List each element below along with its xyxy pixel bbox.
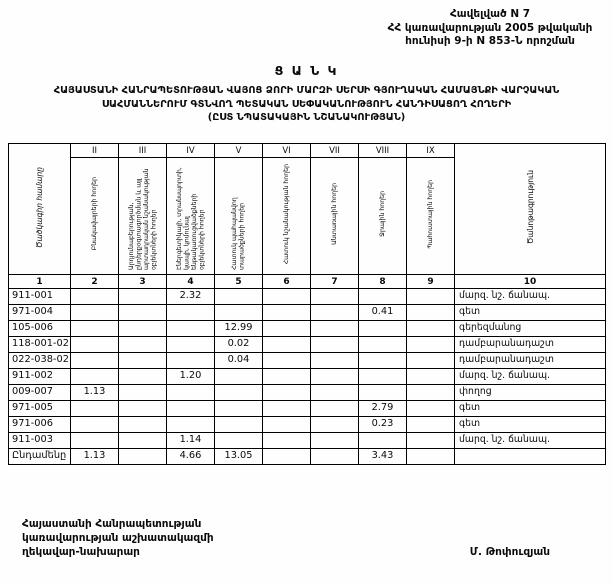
signatory-line-2: կառավարության աշխատակազմի [22, 532, 214, 545]
cell-value [119, 449, 167, 465]
cell-value [119, 305, 167, 321]
cell-value [407, 305, 455, 321]
cell-value [311, 433, 359, 449]
cell-note: դամբարանադաշտ [455, 353, 606, 369]
column-number: 7 [311, 275, 359, 289]
cell-value [71, 321, 119, 337]
cell-note [455, 449, 606, 465]
column-number: 9 [407, 275, 455, 289]
appendix-line-2: ՀՀ կառավարության 2005 թվականի [387, 21, 593, 34]
cell-value [263, 369, 311, 385]
cell-value [71, 417, 119, 433]
cell-value [407, 401, 455, 417]
cell-value [407, 433, 455, 449]
cell-value [167, 305, 215, 321]
roman-numeral-row [9, 144, 606, 158]
table-row [9, 385, 606, 401]
cell-value: 2.79 [359, 401, 407, 417]
cell-value [215, 401, 263, 417]
table-row [9, 417, 606, 433]
cell-value [215, 369, 263, 385]
subtitle-line-1: ՀԱՅԱՍՏԱՆԻ ՀԱՆՐԱՊԵՏՈՒԹՅԱՆ ՎԱՅՈՑ ՁՈՐԻ ՄԱՐԶԻ ՍԵՐՍԻ ԳՅՈՒՂԱԿԱՆ ՀԱՄԱՅՆՔԻ ՎԱՐՉԱԿԱՆ [53, 84, 560, 96]
cell-code: 911-003 [9, 433, 71, 449]
cell-value [71, 305, 119, 321]
cell-value [407, 369, 455, 385]
cell-value [71, 337, 119, 353]
column-header-notes: Ծանոթագրություն [525, 169, 535, 245]
header-cell-notes [455, 144, 606, 275]
cell-value: 12.99 [215, 321, 263, 337]
cell-value [215, 385, 263, 401]
cell-value [263, 385, 311, 401]
column-number: 10 [455, 275, 606, 289]
cell-note: փողոց [455, 385, 606, 401]
table-row [9, 369, 606, 385]
cell-value [119, 321, 167, 337]
cell-value [119, 433, 167, 449]
cell-value: 13.05 [215, 449, 263, 465]
table-body [9, 289, 606, 465]
cell-value [119, 385, 167, 401]
cell-value [359, 433, 407, 449]
column-number: 3 [119, 275, 167, 289]
cell-value [167, 385, 215, 401]
cell-value: 0.02 [215, 337, 263, 353]
header-cell [359, 158, 407, 275]
cell-value [119, 401, 167, 417]
cell-value [119, 417, 167, 433]
cell-note: գետ [455, 417, 606, 433]
appendix-line-3: հունիսի 9-ի N 853-Ն որոշման [405, 35, 575, 48]
cell-value [311, 353, 359, 369]
cell-code: 911-001 [9, 289, 71, 305]
column-header-industrial: Արդյունաբերության, ընդերքօգտագործման և այլ արտադրական նշանակության օբյեկտների հողեր [127, 168, 157, 271]
cell-value: 1.20 [167, 369, 215, 385]
cell-value [407, 385, 455, 401]
column-number: 4 [167, 275, 215, 289]
cell-value [407, 289, 455, 305]
cell-value: 2.32 [167, 289, 215, 305]
document-subtitle [8, 84, 605, 125]
cell-value [263, 433, 311, 449]
column-number: 8 [359, 275, 407, 289]
cell-value [71, 353, 119, 369]
cell-value [215, 289, 263, 305]
document-page [8, 0, 605, 560]
cell-value [359, 353, 407, 369]
column-header-residential: Բնակավայրերի հողեր [90, 177, 98, 251]
cell-note: գերեզմանոց [455, 321, 606, 337]
cell-value [311, 385, 359, 401]
cell-value [71, 433, 119, 449]
signatory-title [22, 517, 214, 560]
cell-value [263, 305, 311, 321]
land-parcels-table [8, 143, 606, 465]
cell-value [407, 449, 455, 465]
column-number: 2 [71, 275, 119, 289]
cell-value [215, 305, 263, 321]
subtitle-line-2: ՍԱՀՄԱՆՆԵՐՈՒՄ ԳՏՆՎՈՂ ՊԵՏԱԿԱՆ ՍԵՓԱԿԱՆՈՒԹՅՈՒՆ ՀԱՆԴԻՍԱՑՈՂ ՀՈՂԵՐԻ [101, 98, 512, 110]
cell-value [167, 337, 215, 353]
roman-numeral: III [119, 144, 167, 158]
column-number-row [9, 275, 606, 289]
cell-value [407, 417, 455, 433]
cell-value: 4.66 [167, 449, 215, 465]
cell-value: 3.43 [359, 449, 407, 465]
header-cell [119, 158, 167, 275]
signatory-line-3: ղեկավար-նախարար [22, 546, 140, 559]
cell-value [167, 417, 215, 433]
table-row [9, 433, 606, 449]
table-row [9, 353, 606, 369]
cell-code: Ընդամենը [9, 449, 71, 465]
cell-value [311, 305, 359, 321]
roman-numeral: VI [263, 144, 311, 158]
column-header-water: Ջրային հողեր [378, 191, 386, 237]
cell-value [359, 289, 407, 305]
cell-note: գետ [455, 401, 606, 417]
cell-value [407, 321, 455, 337]
roman-numeral: IX [407, 144, 455, 158]
cell-value [311, 449, 359, 465]
cell-value [263, 449, 311, 465]
header-cell [215, 158, 263, 275]
signatory-line-1: Հայաստանի Հանրապետության [22, 518, 202, 531]
cell-value [71, 401, 119, 417]
cell-value: 0.23 [359, 417, 407, 433]
cell-value [311, 417, 359, 433]
roman-numeral: V [215, 144, 263, 158]
cell-value [311, 337, 359, 353]
column-header-special-purpose: Հատուկ նշանակության հողեր [282, 163, 290, 265]
page-title: Ց Ա Ն Կ [274, 62, 339, 78]
cell-value [263, 337, 311, 353]
cell-note: դամբարանադաշտ [455, 337, 606, 353]
roman-numeral: II [71, 144, 119, 158]
table-row [9, 305, 606, 321]
cell-value [359, 385, 407, 401]
cell-value [407, 353, 455, 369]
header-cell [167, 158, 215, 275]
cell-note: մարզ. նշ. ճանապ. [455, 289, 606, 305]
cell-value [119, 353, 167, 369]
roman-numeral: VIII [359, 144, 407, 158]
cell-value [263, 417, 311, 433]
table-header [9, 144, 606, 289]
cell-value [119, 289, 167, 305]
cell-value: 1.14 [167, 433, 215, 449]
table-row [9, 289, 606, 305]
cell-value [167, 401, 215, 417]
cell-value [119, 369, 167, 385]
cell-value [311, 321, 359, 337]
cell-note: մարզ. նշ. ճանապ. [455, 433, 606, 449]
header-cell [263, 158, 311, 275]
cell-code: 022-038-02 [9, 353, 71, 369]
cell-value [119, 337, 167, 353]
table-row [9, 337, 606, 353]
cell-value: 1.13 [71, 449, 119, 465]
column-number: 1 [9, 275, 71, 289]
cell-value: 1.13 [71, 385, 119, 401]
cell-value [263, 401, 311, 417]
cell-note: գետ [455, 305, 606, 321]
cell-value [215, 433, 263, 449]
cell-value [71, 369, 119, 385]
header-cell [407, 158, 455, 275]
column-header-code: Ծածկագիր համարը [35, 166, 44, 248]
cell-code: 971-004 [9, 305, 71, 321]
roman-numeral: IV [167, 144, 215, 158]
cell-value [407, 337, 455, 353]
cell-value [215, 417, 263, 433]
cell-code: 911-002 [9, 369, 71, 385]
signatory-name: Մ. Թոփուզյան [469, 546, 550, 559]
cell-value [311, 369, 359, 385]
column-header-infrastructure: Էներգետիկայի, տրանսպորտի, կապի, կոմունալ ենթակառուցվածքների օբյեկտների հողեր [175, 167, 205, 271]
cell-code: 971-005 [9, 401, 71, 417]
cell-value [263, 289, 311, 305]
cell-value [359, 321, 407, 337]
appendix-block [375, 8, 605, 49]
header-cell-code [9, 144, 71, 275]
cell-code: 971-006 [9, 417, 71, 433]
header-cell [71, 158, 119, 275]
cell-value: 0.41 [359, 305, 407, 321]
cell-note: մարզ. նշ. ճանապ. [455, 369, 606, 385]
cell-code: 009-007 [9, 385, 71, 401]
cell-value [311, 289, 359, 305]
cell-value [263, 321, 311, 337]
cell-value [311, 401, 359, 417]
column-header-protected-areas: Հատուկ պահպանվող տարածքների հողեր [231, 197, 246, 271]
cell-code: 105-006 [9, 321, 71, 337]
column-number: 5 [215, 275, 263, 289]
table-row [9, 401, 606, 417]
cell-value [167, 353, 215, 369]
cell-value [71, 289, 119, 305]
cell-value: 0.04 [215, 353, 263, 369]
cell-value [359, 337, 407, 353]
subtitle-line-3: (ԸՍՏ ՆՊԱՏԱԿԱՅԻՆ ՆՇԱՆԱԿՈՒԹՅԱՆ) [207, 112, 406, 124]
signature-block [8, 517, 605, 560]
column-header-forest: Անտառային հողեր [330, 183, 338, 245]
cell-code: 118-001-02 [9, 337, 71, 353]
table-row [9, 321, 606, 337]
header-cell [311, 158, 359, 275]
cell-value [359, 369, 407, 385]
roman-numeral: VII [311, 144, 359, 158]
cell-value [167, 321, 215, 337]
appendix-line-1: Հավելված N 7 [449, 8, 531, 20]
cell-value [263, 353, 311, 369]
table-total-row [9, 449, 606, 465]
column-number: 6 [263, 275, 311, 289]
column-header-reserve: Պահուստային հողեր [426, 179, 434, 249]
